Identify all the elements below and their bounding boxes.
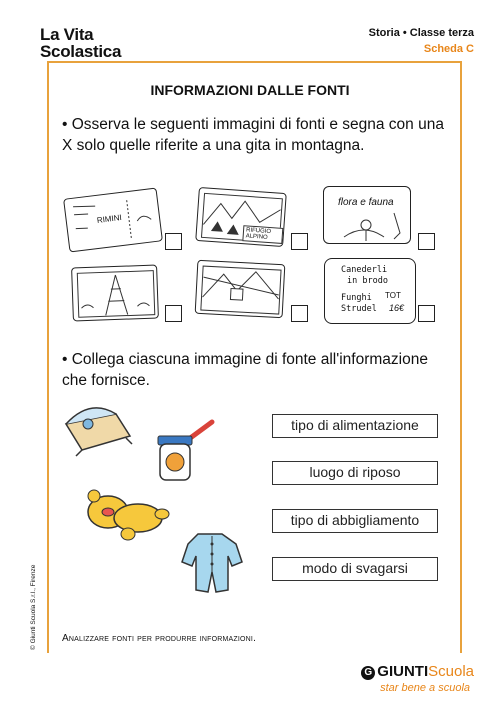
answer-box-4[interactable]: modo di svagarsi (272, 557, 438, 581)
exercise2-instruction: • Collega ciascuna immagine di fonte all'informazione che fornisce. (62, 351, 428, 389)
menu-line1: Canederli (341, 265, 388, 275)
menu-line3: Funghi (341, 293, 372, 303)
checkbox-ticket[interactable] (165, 233, 182, 250)
logo (40, 26, 121, 60)
checkbox-cablecar[interactable] (291, 305, 308, 322)
objective-text: Analizzare fonti per produrre informazioni. (62, 633, 257, 644)
logo-line1: La Vita (40, 25, 94, 44)
checkbox-postcard[interactable] (291, 233, 308, 250)
ticket-text: RIMINI (96, 212, 123, 225)
page-title: INFORMAZIONI DALLE FONTI (150, 82, 350, 98)
brand-main: GIUNTI (377, 663, 429, 680)
teddy-bear-drawing (80, 484, 176, 544)
leaflet-card (323, 186, 411, 244)
copyright-text: © Giunti Scuola S.r.l., Firenze (30, 564, 37, 650)
postcard-text: RIFUGIO ALPINO (242, 225, 283, 244)
eiffel-card (71, 265, 159, 322)
sheet-label: Scheda C (423, 43, 474, 55)
postcard-card (195, 187, 287, 247)
checkbox-menu[interactable] (418, 305, 435, 322)
baby-suit-drawing (178, 528, 248, 598)
publisher-brand (361, 663, 474, 680)
slogan-text: star bene a scuola (380, 682, 470, 694)
checkbox-leaflet[interactable] (418, 233, 435, 250)
menu-total: 16€ (389, 303, 405, 313)
flower-drawing (324, 187, 412, 245)
subject-label: Storia • Classe terza (368, 27, 474, 39)
jar-drawing (154, 414, 234, 486)
answer-box-1[interactable]: tipo di alimentazione (272, 414, 438, 438)
eiffel-tower-drawing (72, 265, 160, 322)
cablecar-card (195, 260, 286, 319)
brand-sub: Scuola (428, 663, 474, 680)
cradle-drawing (60, 398, 140, 458)
menu-price: TOT (385, 291, 401, 300)
leaflet-text: flora e fauna (338, 197, 394, 208)
answer-box-3[interactable]: tipo di abbigliamento (272, 509, 438, 533)
menu-line2: in brodo (347, 276, 388, 286)
cable-car-drawing (196, 261, 287, 320)
answer-box-2[interactable]: luogo di riposo (272, 461, 438, 485)
logo-line2: Scolastica (40, 42, 122, 61)
checkbox-eiffel[interactable] (165, 305, 182, 322)
menu-card (324, 258, 416, 324)
exercise1-instruction: • Osserva le seguenti immagini di fonti e segna con una X solo quelle riferite a una gita in montagna. (62, 116, 444, 154)
ticket-card (63, 187, 163, 252)
menu-line4: Strudel (341, 304, 377, 314)
giunti-logo-icon: G (361, 666, 375, 680)
